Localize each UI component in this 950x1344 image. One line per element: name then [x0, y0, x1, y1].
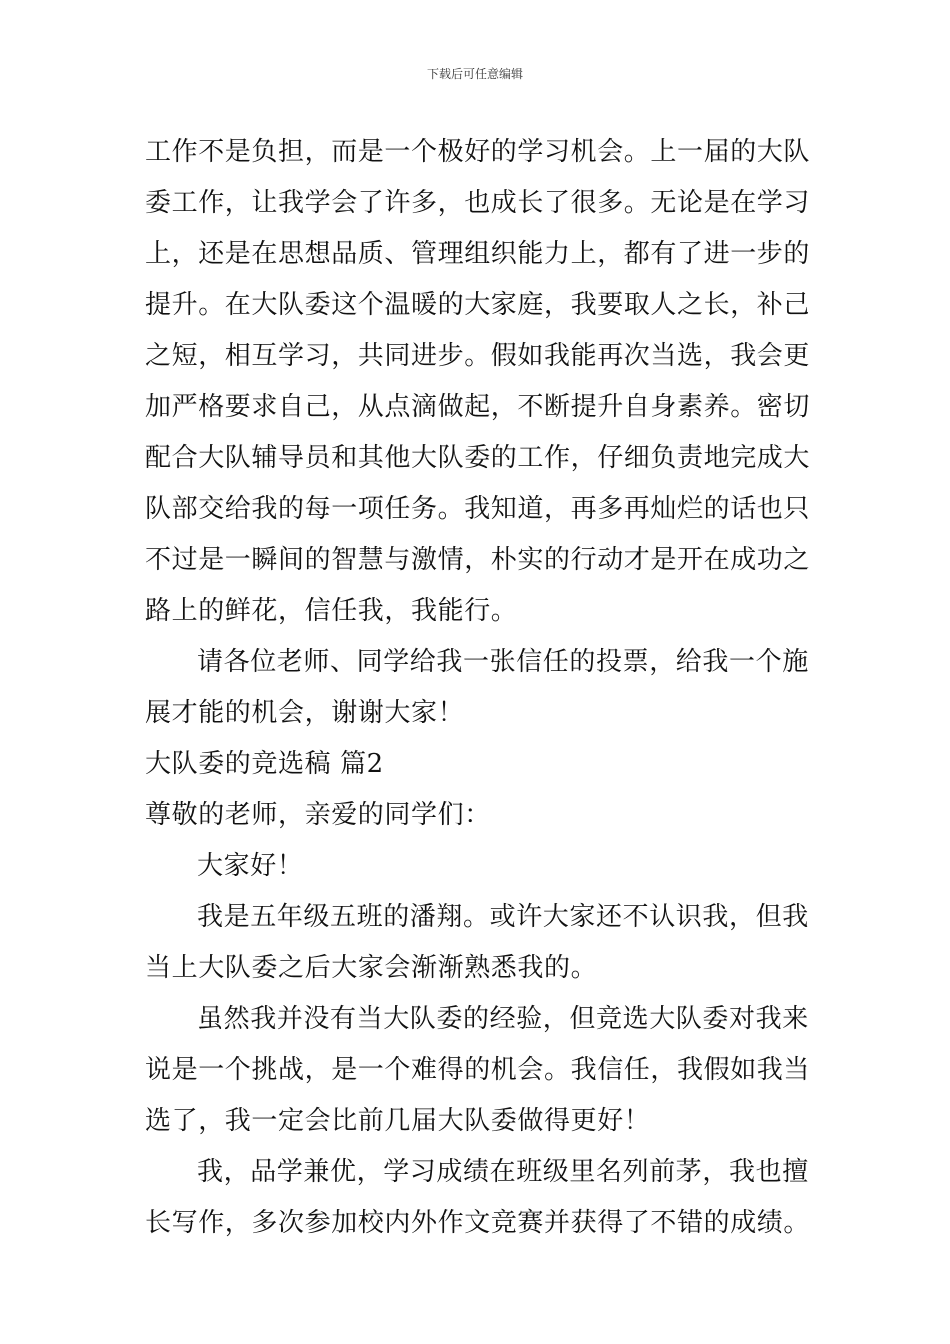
- text-line: 提升。在大队委这个温暖的大家庭，我要取人之长，补己: [145, 290, 811, 320]
- document-body: [145, 127, 811, 1249]
- text-line: 当上大队委之后大家会渐渐熟悉我的。: [145, 953, 598, 983]
- page-header-note: 下载后可任意编辑: [426, 67, 523, 81]
- text-line: 长写作，多次参加校内外作文竞赛并获得了不错的成绩。: [145, 1208, 811, 1238]
- text-line: 工作不是负担，而是一个极好的学习机会。上一届的大队: [145, 137, 811, 167]
- text-line: 说是一个挑战，是一个难得的机会。我信任，我假如我当: [145, 1055, 811, 1085]
- text-line: 选了，我一定会比前几届大队委做得更好！: [145, 1106, 651, 1136]
- section-title: 大队委的竞选稿 篇2: [145, 749, 384, 779]
- text-line: 上，还是在思想品质、管理组织能力上，都有了进一步的: [145, 239, 811, 269]
- paragraph-first-line: 请各位老师、同学给我一张信任的投票，给我一个施: [197, 647, 809, 677]
- greeting: 大家好！: [197, 851, 304, 881]
- paragraph-first-line: 我是五年级五班的潘翔。或许大家还不认识我，但我: [197, 902, 809, 932]
- salutation: 尊敬的老师，亲爱的同学们：: [145, 800, 491, 830]
- text-line: 不过是一瞬间的智慧与激情，朴实的行动才是开在成功之: [145, 545, 811, 575]
- text-line: 展才能的机会，谢谢大家！: [145, 698, 465, 728]
- paragraph-first-line: 我，品学兼优，学习成绩在班级里名列前茅，我也擅: [197, 1157, 809, 1187]
- paragraph-first-line: 虽然我并没有当大队委的经验，但竞选大队委对我来: [197, 1004, 809, 1034]
- text-line: 队部交给我的每一项任务。我知道，再多再灿烂的话也只: [145, 494, 811, 524]
- text-line: 委工作，让我学会了许多，也成长了很多。无论是在学习: [145, 188, 811, 218]
- text-line: 加严格要求自己，从点滴做起，不断提升自身素养。密切: [145, 392, 811, 422]
- text-line: 之短，相互学习，共同进步。假如我能再次当选，我会更: [145, 341, 811, 371]
- text-line: 路上的鲜花，信任我，我能行。: [145, 596, 518, 626]
- text-line: 配合大队辅导员和其他大队委的工作，仔细负责地完成大: [145, 443, 811, 473]
